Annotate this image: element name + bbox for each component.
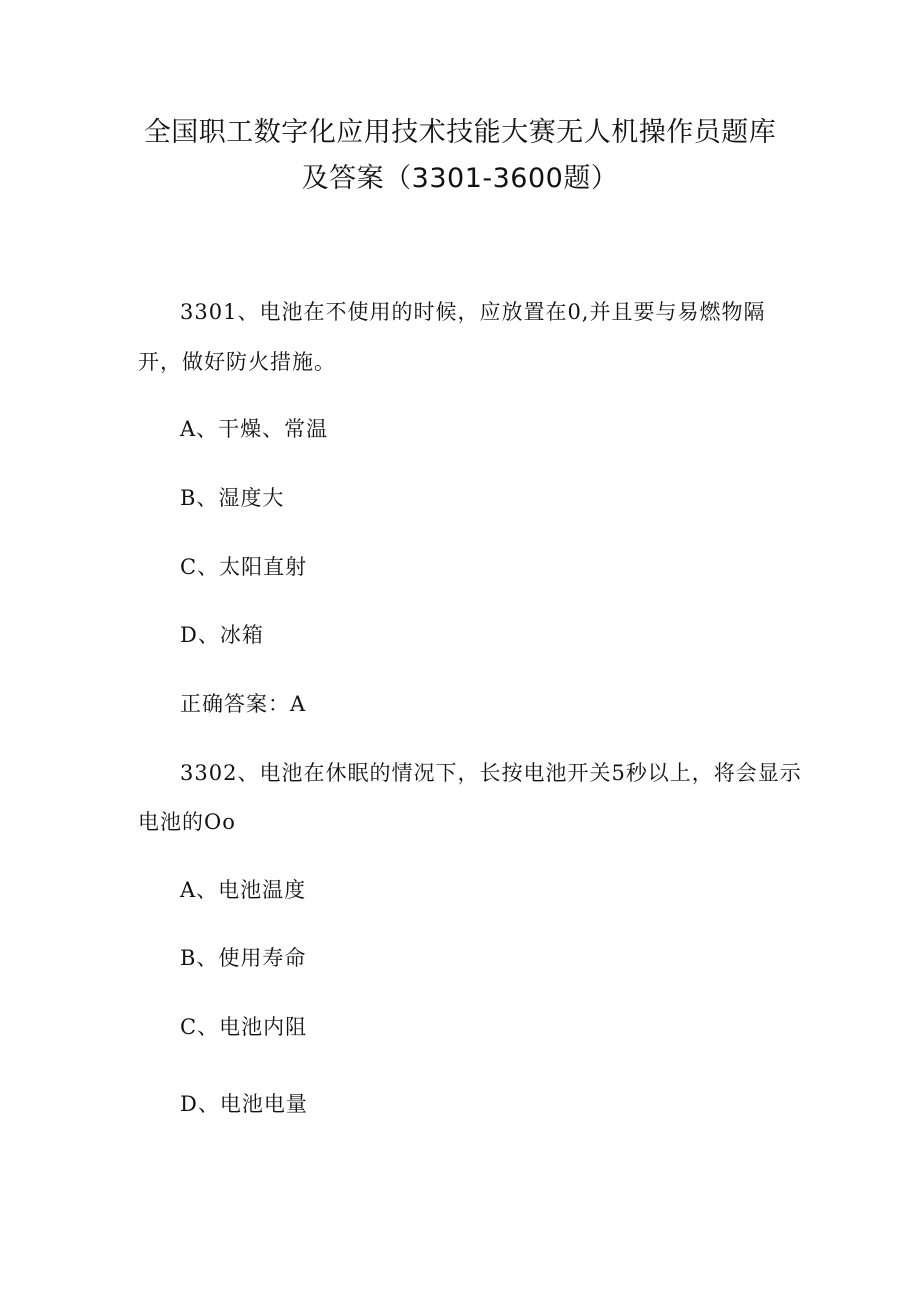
question-3302-option-a: A、电池温度 bbox=[180, 878, 307, 902]
question-3302-option-c: C、电池内阻 bbox=[180, 1015, 308, 1039]
question-3301-option-b: B、湿度大 bbox=[180, 486, 285, 510]
question-3301-option-d: D、冰箱 bbox=[180, 623, 264, 647]
document-title-line-1: 全国职工数字化应用技术技能大赛无人机操作员题库 bbox=[143, 117, 777, 148]
question-3301-stem-line-1: 3301、电池在不使用的时候，应放置在0,并且要与易燃物隔 bbox=[180, 300, 766, 324]
question-3301-stem-line-2: 开，做好防火措施。 bbox=[138, 350, 336, 374]
document-title-line-2: 及答案（3301-3600题） bbox=[301, 163, 619, 194]
question-3302-stem-line-2: 电池的Oo bbox=[138, 810, 236, 834]
question-3301-answer: 正确答案：A bbox=[180, 692, 307, 716]
question-3301-option-c: C、太阳直射 bbox=[180, 555, 308, 579]
question-3302-option-b: B、使用寿命 bbox=[180, 946, 307, 970]
question-3302-option-d: D、电池电量 bbox=[180, 1092, 308, 1116]
question-3302-stem-line-1: 3302、电池在休眠的情况下，长按电池开关5秒以上，将会显示 bbox=[180, 761, 802, 785]
question-3301-option-a: A、干燥、常温 bbox=[180, 417, 329, 441]
